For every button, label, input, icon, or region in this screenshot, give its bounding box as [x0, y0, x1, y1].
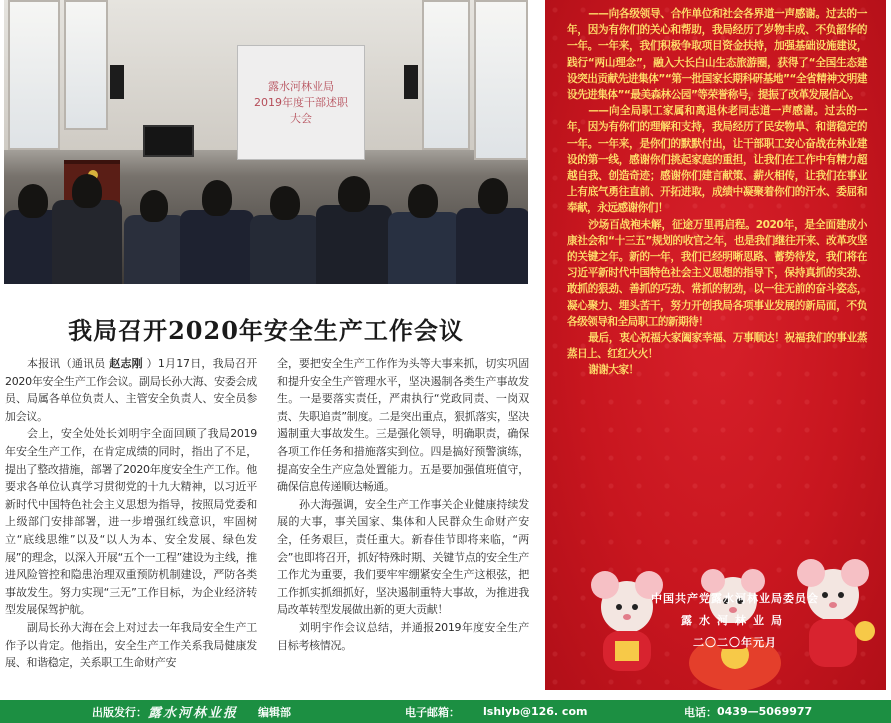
article-paragraph [5, 355, 257, 425]
article-paragraph: 孙大海强调，安全生产工作事关企业健康持续发展的大事，事关国家、集体和人民群众生命财产安全，任务艰巨，责任重大。新春佳节即将来临，“两会”也即将召开，抓好特殊时期、关键节点的安全生产工作尤为重要，我们要牢牢绷紧安全生产这根弦，把工作抓实抓细抓好，坚决遏制重特大事故，为推进我局改革转型发展做出新的更大贡献！ [277, 497, 529, 617]
article-paragraph: 会上，安全处处长刘明宇全面回顾了我局2019年安全生产工作，在肯定成绩的同时，指出了不足，提出了整改措施，部署了2020年度安全生产工作。他要求各单位认真学习贯彻党的十九大精神，以习近平新时代中国特色社会主义思想为指导，按照局党委和上级部门安排部署，进一步增强红线意识，牢固树立“底线思维”以及“以人为本、安全发展、绿色发展”的理念，以深入开展“五个一工程”建设为主线，推进风险管控和隐患治理双重预防机制建设，严防各类事故发生。努力实现“三无”工作目标，为企业经济转型发展保驾护航。 [5, 427, 257, 617]
signature-date: 二〇二〇年元月 [693, 636, 777, 649]
footer-bar [0, 700, 891, 723]
article-paragraph: 全，要把安全生产工作作为头等大事来抓，切实巩固和提升安全生产管理水平，坚决遏制各类生产事故发生。一是要落实责任，严肃执行“党政同责、一岗双责、失职追责”制度。二是突出重点，狠抓落实，坚决遏制重大事故发生。三是强化领导，明确职责，确保各项工作任务和措施落实到位。四是搞好预警演练，提高安全生产应急处置能力。五是要加强值班值守，确保信息传递顺达畅通。 [277, 357, 529, 494]
article-headline: 我局召开2020年安全生产工作会议 [68, 316, 464, 345]
byline-author: 赵志刚 [109, 357, 143, 370]
greeting-paragraph: ——向各级领导、合作单位和社会各界道一声感谢。过去的一年，因为有你们的关心和帮助，我局经历了岁物丰成、不负韶华的一年。一年来，我们积极争取项目资金扶持，加强基础设施建设，践行“两山理念”，融入大长白山生态旅游圈，获得了“全国生态建设突出贡献先进集体”“第一批国家长期科研基地”“全省精神文明建设先进集体”“最美森林公园”等荣誉称号，提振了改革发展信心。 [567, 8, 867, 102]
screen-line: 露水河林业局 [268, 79, 334, 93]
meeting-photo [4, 0, 528, 284]
article-paragraph: 副局长孙大海在会上对过去一年我局安全生产工作予以肯定。他指出，安全生产工作关系我局健康发展、和谐稳定，关系职工生命财产安 [5, 620, 257, 670]
email-link[interactable]: lshlyb@126. com [483, 705, 588, 718]
greeting-signature [605, 588, 865, 654]
article-column-1 [5, 355, 257, 700]
article-column-2 [277, 355, 529, 700]
publisher-suffix: 编辑部 [258, 705, 291, 719]
new-year-greeting-panel [545, 0, 886, 690]
greeting-paragraph: 沙场百战袍未解，征途万里再启程。2020年，是全面建成小康社会和“十三五”规划的收官之年，也是我们继往开来、改革攻坚的关键之年。新的一年，我们已经明晰思路、蓄势待发，我们将在习近平新时代中国特色社会主义思想的指导下，保持真抓的实劲、敢抓的狠劲、善抓的巧劲、常抓的韧劲，以一往无前的奋斗姿态，凝心聚力、埋头苦干，努力开创我局各项事业发展的新局面，不负各级领导和全局职工的新期待！ [567, 218, 867, 328]
audience [4, 170, 528, 284]
screen-line: 大会 [290, 111, 312, 125]
greeting-paragraph: 谢谢大家！ [588, 364, 639, 377]
projection-screen [237, 45, 365, 160]
signature-org: 中国共产党露水河林业局委员会 [651, 592, 819, 605]
signature-unit: 露水河林业局 [681, 614, 789, 627]
greeting-text [567, 6, 867, 379]
greeting-paragraph: ——向全局职工家属和离退休老同志道一声感谢。过去的一年，因为有你们的理解和支持，我局经历了民安物阜、和谐稳定的一年。一年来，是你们的默默付出，让干部职工安心奋战在林业建设的第一线，感谢你们挑起家庭的重担，让我们在工作中有精力超越自我、创造奇迹；感谢你们建言献策、薪火相传，让我们在事业上有底气勇往直前、开拓进取，成绩中凝聚着你们的汗水、委屈和奉献，永远感谢你们！ [567, 105, 867, 215]
article-paragraph: 刘明宇作会议总结，并通报2019年度安全生产目标考核情况。 [277, 620, 529, 652]
publisher-logo: 露水河林业报 [148, 706, 239, 721]
article-lead: ）1月17日，我局召开2020年安全生产工作会议。副局长孙大海、安委会成员、局属各单位负责人、主管安全负责人、安全员参加会议。 [5, 357, 257, 423]
publisher-label: 出版发行： [92, 705, 147, 719]
byline-kicker: 本报讯（通讯员 [27, 357, 106, 370]
greeting-paragraph: 最后，衷心祝福大家阖家幸福、万事顺达！祝福我们的事业蒸蒸日上、红红火火！ [567, 332, 867, 361]
tv-monitor [143, 125, 194, 157]
screen-line: 2019年度干部述职 [254, 95, 348, 109]
email-label: 电子邮箱： [405, 705, 460, 719]
phone-number: 0439—5069977 [717, 705, 813, 718]
phone-label: 电话： [684, 705, 717, 719]
